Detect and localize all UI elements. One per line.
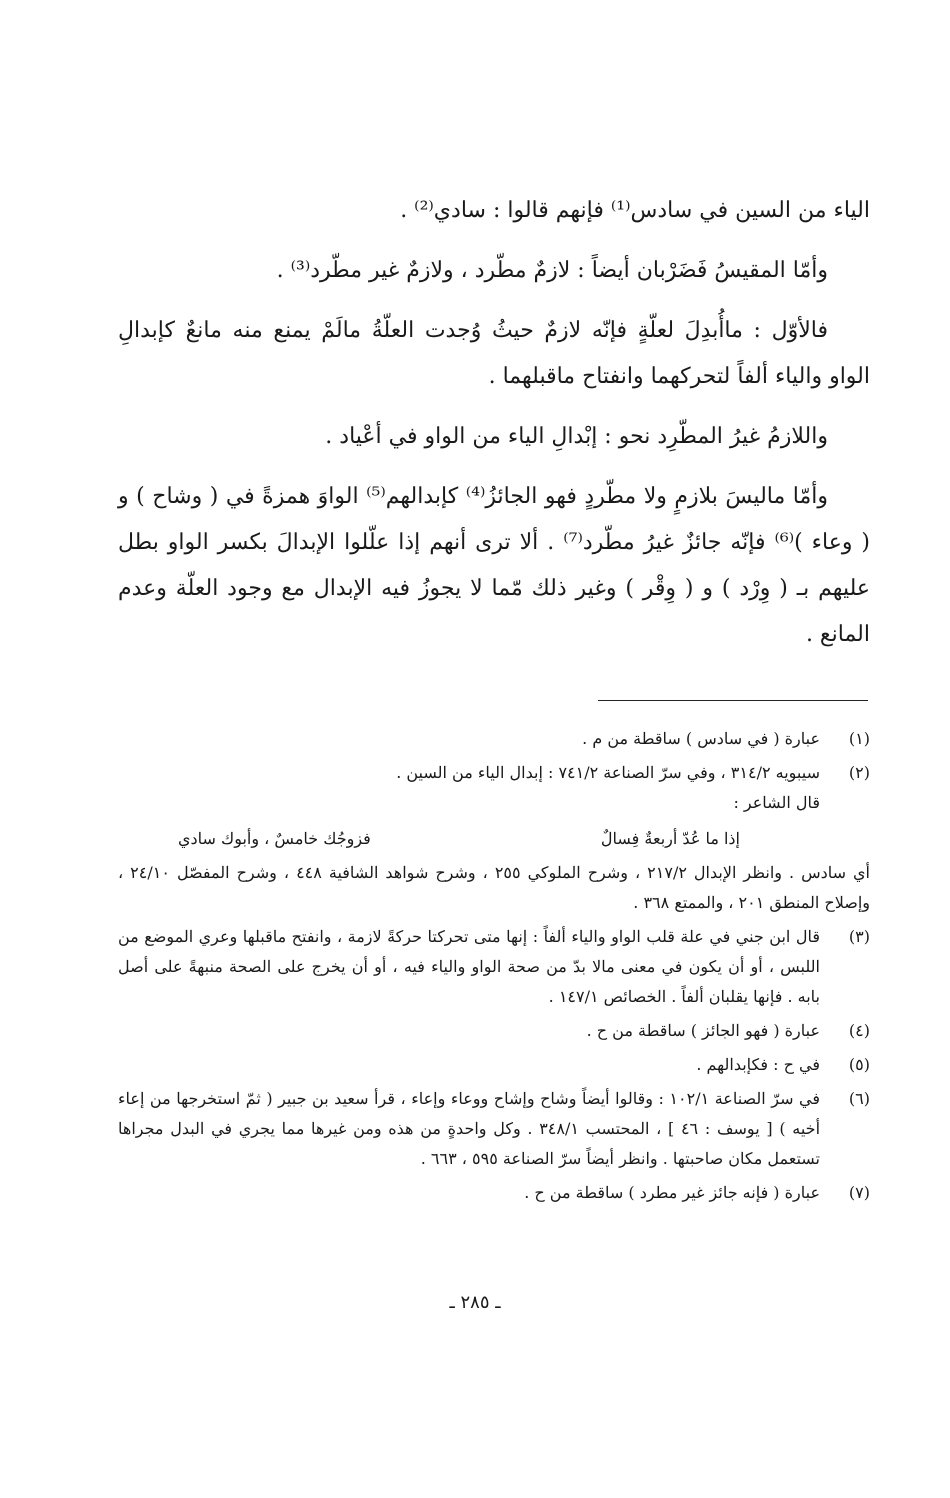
- footnote-5: [118, 1050, 870, 1080]
- footnote-number: (٣): [848, 927, 870, 946]
- footnote-1: [118, 724, 870, 754]
- verse-hemistich-2: فزوجُك خامسٌ ، وأبوك سادي: [178, 829, 371, 848]
- footnote-7: [118, 1178, 870, 1208]
- footnote-text: قال الشاعر :: [733, 793, 820, 812]
- footnotes: [118, 724, 870, 1212]
- paragraph-3: فالأوّل : ماأُبدِلَ لعلّةٍ فإنّه لازمٌ حيثُ وُجدت العلّةُ مالَمْ يمنع منه مانعٌ كإبدالِ الواو والياء ألفاً لتحركهما وانفتاح ماقبلهما .: [118, 318, 870, 389]
- footnote-text: سيبويه ٣١٤/٢ ، وفي سرّ الصناعة ٧٤١/٢ : إبدال الياء من السين .: [396, 763, 820, 782]
- footnote-4: [118, 1016, 870, 1046]
- main-text: [118, 188, 870, 672]
- footnote-text: قال ابن جني في علة قلب الواو والياء ألفاً : إنها متى تحركتا حركةً لازمة ، وانفتح ماقبلها وعري الموضع من اللبس ، أو أن يكون في معنى مالا بدّ من صحة الواو والياء فيه ، أو أن يخرج على الصحة منبهةً على أصل بابه . فإنها يقلبان ألفاً . الخصائص ١٤٧/١ .: [118, 927, 821, 1006]
- paragraph-4: واللازمُ غيرُ المطّرِد نحو : إبْدالِ الياء من الواو في أعْياد .: [325, 424, 828, 449]
- footnote-text: في سرّ الصناعة ١٠٢/١ : وقالوا أيضاً وشاح وإشاح ووعاء وإعاء ، قرأ سعيد بن جبير ( ثمّ استخرجها من إعاء أخيه ) [ يوسف : ٤٦ ] ، المحتسب ٣٤٨/١ . وكل واحدةٍ من هذه ومن غيرها مما يجري في البدل مجراها تستعمل مكان صاحبتها . وانظر أيضاً سرّ الصناعة ٥٩٥ ، ٦٦٣ .: [118, 1089, 821, 1168]
- verse-hemistich-1: إذا ما عُدّ أربعةٌ فِسالٌ: [600, 829, 740, 848]
- paragraph-2: وأمّا المقيسُ فَضَرْبان أيضاً : لازمٌ مطّرد ، ولازمٌ غير مطّرد⁽³⁾ .: [276, 258, 828, 283]
- footnote-number: (٦): [848, 1089, 870, 1108]
- footnote-text: أي سادس . وانظر الإبدال ٢١٧/٢ ، وشرح الملوكي ٢٥٥ ، وشرح شواهد الشافية ٤٤٨ ، وشرح المفصّل ٢٤/١٠ ، وإصلاح المنطق ٢٠١ ، والممتع ٣٦٨ .: [118, 863, 871, 912]
- footnote-separator: [598, 700, 868, 701]
- footnote-number: (٢): [848, 763, 870, 782]
- footnote-number: (٧): [848, 1183, 870, 1202]
- poetry-verse: [118, 824, 820, 854]
- footnote-text: عبارة ( فإنه جائز غير مطرد ) ساقطة من ح .: [524, 1183, 820, 1202]
- footnote-number: (١): [848, 729, 870, 748]
- paragraph-1: الياء من السين في سادس⁽¹⁾ فإنهم قالوا : سادي⁽²⁾ .: [400, 198, 870, 223]
- footnote-3: [118, 922, 870, 1012]
- footnote-text: عبارة ( فهو الجائز ) ساقطة من ح .: [586, 1021, 820, 1040]
- footnote-2: [118, 758, 870, 918]
- page-number: ـ ٢٨٥ ـ: [449, 1292, 501, 1313]
- paragraph-5: وأمّا ماليسَ بلازمٍ ولا مطّردٍ فهو الجائزُ⁽⁴⁾ كإبدالهم⁽⁵⁾ الواوَ همزةً في ( وشاح ) و ( وعاء )⁽⁶⁾ فإنّه جائزٌ غيرُ مطّرد⁽⁷⁾ . ألا ترى أنهم إذا علّلوا الإبدالَ بكسر الواو بطل عليهم بـ ( وِرْد ) و ( وِقْر ) وغير ذلك مّما لا يجوزُ فيه الإبدال مع وجود العلّة وعدم المانع .: [118, 484, 871, 647]
- footnote-6: [118, 1084, 870, 1174]
- footnote-number: (٥): [848, 1055, 870, 1074]
- footnote-number: (٤): [848, 1021, 870, 1040]
- footnote-text: في ح : فكإبدالهم .: [696, 1055, 820, 1074]
- footnote-text: عبارة ( في سادس ) ساقطة من م .: [582, 729, 820, 748]
